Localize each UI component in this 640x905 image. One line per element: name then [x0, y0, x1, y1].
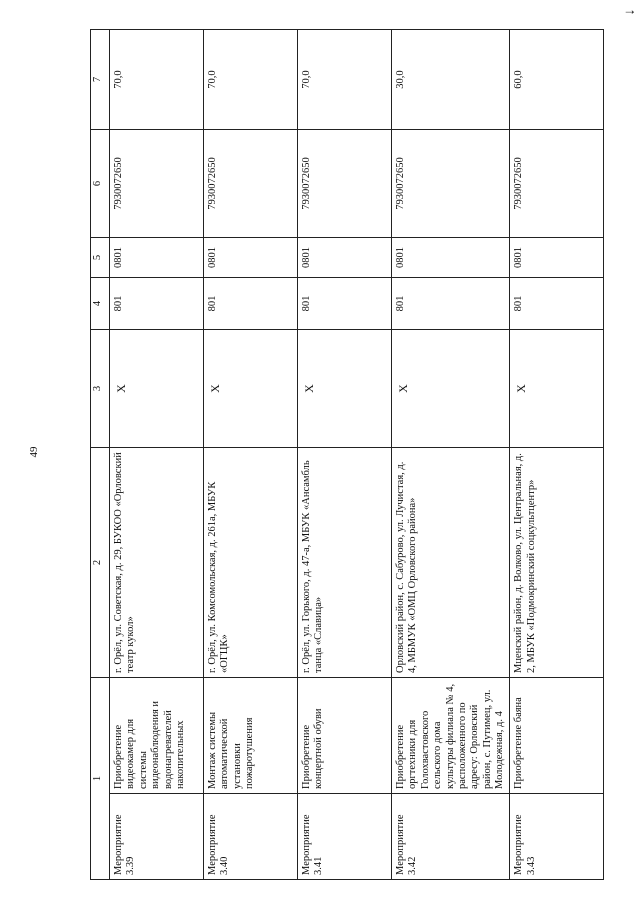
amount-cell: 70,0	[204, 30, 298, 130]
table-header-cell: 3	[91, 330, 110, 448]
table-row	[110, 30, 204, 880]
code-cell: 801	[392, 278, 510, 330]
target-cell: 7930072650	[110, 130, 204, 238]
amount-cell: 30,0	[392, 30, 510, 130]
section-cell: 0801	[510, 238, 604, 278]
address-cell: г. Орёл, ул. Горького, д. 47-а, МБУК «Ансамбль танца «Славица»	[298, 448, 392, 678]
event-cell: Мероприятие 3.42	[392, 794, 510, 880]
event-cell: Мероприятие 3.39	[110, 794, 204, 880]
corner-mark: ↓	[622, 8, 638, 16]
section-cell: 0801	[392, 238, 510, 278]
description-cell: Монтаж системы автоматической установки пожаротушения	[204, 678, 298, 794]
event-cell: Мероприятие 3.41	[298, 794, 392, 880]
address-cell: Орловский район, с. Сабурово, ул. Лучистая, д. 4, МБМУК «ОМЦ Орловского района»	[392, 448, 510, 678]
description-cell: Приобретение баяна	[510, 678, 604, 794]
description-cell: Приобретение оргтехники для Голохвастовского сельского дома культуры филиала № 4, расположенного по адресу: Орловский район, с. Путимец, ул. Молодежная, д. 4	[392, 678, 510, 794]
table-header-row	[91, 30, 110, 880]
table-row	[510, 30, 604, 880]
target-cell: 7930072650	[204, 130, 298, 238]
mark-cell: X	[510, 330, 604, 448]
target-cell: 7930072650	[510, 130, 604, 238]
description-cell: Приобретение видеокамер для системы видеонаблюдения и водонагревателей накопительных	[110, 678, 204, 794]
table-row	[298, 30, 392, 880]
table-header-cell: 2	[91, 448, 110, 678]
target-cell: 7930072650	[392, 130, 510, 238]
section-cell: 0801	[204, 238, 298, 278]
amount-cell: 70,0	[110, 30, 204, 130]
target-cell: 7930072650	[298, 130, 392, 238]
amount-cell: 70,0	[298, 30, 392, 130]
code-cell: 801	[110, 278, 204, 330]
data-table	[90, 29, 604, 880]
code-cell: 801	[510, 278, 604, 330]
rotated-table-wrapper	[90, 30, 610, 880]
amount-cell: 60,0	[510, 30, 604, 130]
description-cell: Приобретение концертной обуви	[298, 678, 392, 794]
address-cell: г. Орёл, ул. Советская, д. 29, БУКОО «Орловский театр кукол»	[110, 448, 204, 678]
code-cell: 801	[204, 278, 298, 330]
table-row	[204, 30, 298, 880]
section-cell: 0801	[110, 238, 204, 278]
section-cell: 0801	[298, 238, 392, 278]
address-cell: г. Орёл, ул. Комсомольская, д. 261а, МБУК «ОГЦК»	[204, 448, 298, 678]
table-header-cell: 7	[91, 30, 110, 130]
table-header-cell: 1	[91, 678, 110, 880]
event-cell: Мероприятие 3.43	[510, 794, 604, 880]
code-cell: 801	[298, 278, 392, 330]
event-cell: Мероприятие 3.40	[204, 794, 298, 880]
mark-cell: X	[392, 330, 510, 448]
table-header-cell: 4	[91, 278, 110, 330]
table-row	[392, 30, 510, 880]
mark-cell: X	[204, 330, 298, 448]
page-number: 49	[28, 446, 40, 458]
table-header-cell: 5	[91, 238, 110, 278]
mark-cell: X	[298, 330, 392, 448]
table-header-cell: 6	[91, 130, 110, 238]
mark-cell: X	[110, 330, 204, 448]
address-cell: Мценский район, д. Волково, ул. Центральная, д. 2, МБУК «Подмокринский соцкультцентр»	[510, 448, 604, 678]
